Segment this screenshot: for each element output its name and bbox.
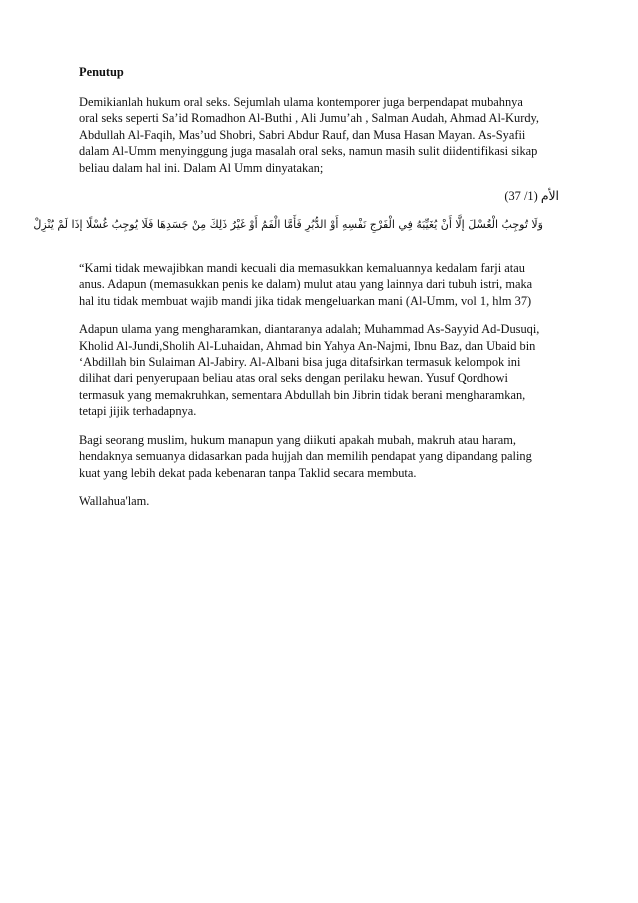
intro-paragraph (79, 94, 561, 176)
paragraph-line: Kholid Al-Jundi,Sholih Al-Luhaidan, Ahmad bin Yahya An-Najmi, Ibnu Baz, dan Ubaid bin (79, 338, 536, 353)
opponents-paragraph (79, 321, 561, 419)
section-heading: Penutup (79, 65, 124, 79)
closing-text: Wallahua'lam. (79, 493, 150, 508)
paragraph-line: Abdullah Al-Faqih, Mas’ud Shobri, Sabri Abdur Rauf, dan Musa Hasan Mayan. As-Syafii (79, 127, 526, 142)
paragraph-line: oral seks seperti Sa’id Romadhon Al-Buthi , Ali Jumu’ah , Salman Audah, Ahmad Al-Kurdy, (79, 111, 540, 126)
paragraph-line: Adapun ulama yang mengharamkan, diantaranya adalah; Muhammad As-Sayyid Ad-Dusuqi, (79, 322, 540, 337)
paragraph-line: Demikianlah hukum oral seks. Sejumlah ulama kontemporer juga berpendapat mubahnya (79, 95, 523, 109)
paragraph-line: ‘Abdillah bin Sulaiman Al-Jabiry. Al-Albani bisa juga ditafsirkan termasuk kelompok ini (79, 355, 521, 370)
paragraph-line: Bagi seorang muslim, hukum manapun yang diikuti apakah mubah, makruh atau haram, (79, 432, 517, 447)
advice-paragraph (79, 432, 561, 481)
paragraph-line: kuat yang lebih dekat pada kebenaran tanpa Taklid secara membuta. (79, 465, 417, 480)
document-page (33, 64, 561, 509)
paragraph-line: anus. Adapun (memasukkan penis ke dalam) mulut atau yang lainnya dari tubuh istri, maka (79, 277, 533, 292)
paragraph-line: beliau dalam hal ini. Dalam Al Umm dinyatakan; (79, 160, 324, 175)
paragraph-line: dalam Al-Umm menyinggung juga masalah oral seks, namun masih sulit diidentifikasi sikap (79, 144, 538, 159)
paragraph-line: dilihat dari penyerupaan beliau atas oral seks dengan perilaku hewan. Yusuf Qordhowi (79, 371, 508, 386)
arabic-reference: الأم (1/ 37) (504, 189, 559, 204)
paragraph-line: “Kami tidak mewajibkan mandi kecuali dia memasukkan kemaluannya kedalam farji atau (79, 261, 525, 276)
paragraph-line: tetapi jijik terhadapnya. (79, 404, 197, 419)
paragraph-line: hendaknya semuanya didasarkan pada hujjah dan memilih pendapat yang dipandang paling (79, 449, 532, 464)
paragraph-line: hal itu tidak membuat wajib mandi jika tidak mengeluarkan mani (Al-Umm, vol 1, hlm 37) (79, 293, 532, 308)
arabic-quote: وَلَا تُوجِبُ الْغُسْلَ إلَّا أَنْ يُغَيِّبَهُ فِي الْفَرْجِ نَفْسِهِ أَوْ الدُّبُرِ فَأَمَّا الْفَمُ أَوْ غَيْرُ ذَلِكَ مِنْ جَسَدِهَا فَلَا يُوجِبُ غُسْلًا إذَا لَمْ يُنْزِلْ (33, 218, 543, 232)
paragraph-line: termasuk yang memakruhkan, sementara Abdullah bin Jibrin tidak berani mengharamkan, (79, 387, 526, 402)
translation-paragraph (79, 260, 561, 309)
